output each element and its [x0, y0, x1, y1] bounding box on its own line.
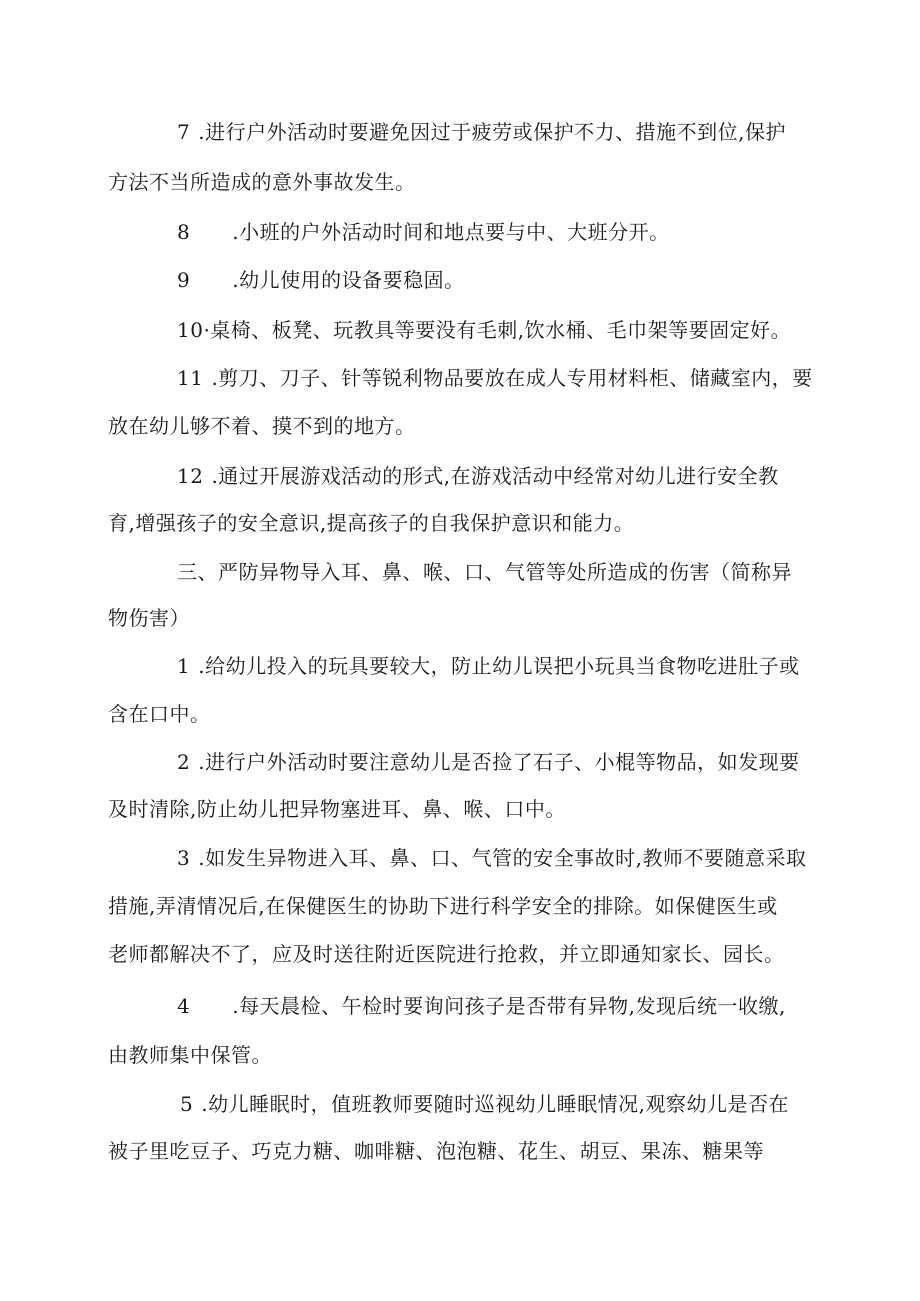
paragraph-line — [108, 942, 785, 966]
item-text: .幼儿睡眠时，值班教师要随时巡视幼儿睡眠情况,观察幼儿是否在 — [201, 1092, 789, 1116]
item-text: .进行户外活动时要避免因过于疲劳或保护不力、措施不到位,保护 — [198, 120, 786, 144]
item-text: 含在口中。 — [108, 702, 211, 726]
paragraph-line — [108, 170, 416, 194]
paragraph-line — [108, 1043, 272, 1067]
paragraph-line — [177, 120, 786, 144]
item-number: 1 — [177, 654, 191, 678]
item-number: 9 — [177, 268, 191, 292]
section-heading: 物伤害） — [108, 606, 190, 630]
item-text: .进行户外活动时要注意幼儿是否捡了石子、小棍等物品，如发现要 — [198, 750, 800, 774]
item-text: 育,增强孩子的安全意识,提高孩子的自我保护意识和能力。 — [108, 511, 635, 535]
item-text: .幼儿使用的设备要稳固。 — [232, 268, 465, 292]
paragraph-line — [108, 797, 566, 821]
item-number: 7 — [177, 120, 191, 144]
section-heading-line — [108, 606, 190, 630]
item-text: .给幼儿投入的玩具要较大，防止幼儿误把小玩具当食物吃进肚子或 — [198, 654, 800, 678]
section-heading: 三、严防异物导入耳、鼻、喉、口、气管等处所造成的伤害（简称异 — [177, 560, 792, 584]
section-heading-line — [177, 560, 792, 584]
item-text: .每天晨检、午检时要询问孩子是否带有异物,发现后统一收缴, — [232, 994, 786, 1018]
item-text: .小班的户外活动时间和地点要与中、大班分开。 — [232, 220, 670, 244]
item-text: 及时清除,防止幼儿把异物塞进耳、鼻、喉、口中。 — [108, 797, 566, 821]
item-text: 由教师集中保管。 — [108, 1043, 272, 1067]
item-text: 方法不当所造成的意外事故发生。 — [108, 170, 416, 194]
paragraph-line — [108, 702, 211, 726]
paragraph-line — [108, 1139, 764, 1163]
paragraph-line — [180, 1092, 789, 1116]
paragraph-line — [108, 894, 778, 918]
item-number: 11 — [177, 366, 204, 390]
item-number: 4 — [177, 994, 191, 1018]
item-text: 放在幼儿够不着、摸不到的地方。 — [108, 414, 416, 438]
item-number: 5 — [180, 1092, 194, 1116]
item-text: .通过开展游戏活动的形式,在游戏活动中经常对幼儿进行安全教 — [211, 464, 779, 488]
paragraph-line — [108, 511, 634, 535]
paragraph-line — [177, 318, 791, 342]
item-text: 10·桌椅、板凳、玩教具等要没有毛刺,饮水桶、毛巾架等要固定好。 — [177, 318, 792, 342]
paragraph-line — [177, 220, 670, 244]
item-text: 措施,弄清情况后,在保健医生的协助下进行科学安全的排除。如保健医生或 — [108, 894, 778, 918]
item-number: 8 — [177, 220, 191, 244]
paragraph-line — [177, 366, 813, 390]
item-text: 被子里吃豆子、巧克力糖、咖啡糖、泡泡糖、花生、胡豆、果冻、糖果等 — [108, 1139, 764, 1163]
item-number: 12 — [177, 464, 204, 488]
paragraph-line — [177, 464, 779, 488]
paragraph-line — [108, 414, 416, 438]
item-text: .剪刀、刀子、针等锐利物品要放在成人专用材料柜、储藏室内，要 — [211, 366, 813, 390]
paragraph-line — [177, 846, 806, 870]
paragraph-line — [177, 268, 465, 292]
paragraph-line — [177, 994, 786, 1018]
item-number: 3 — [177, 846, 191, 870]
paragraph-line — [177, 750, 800, 774]
item-number: 2 — [177, 750, 191, 774]
item-text: 老师都解决不了，应及时送往附近医院进行抢救，并立即通知家长、园长。 — [108, 942, 785, 966]
paragraph-line — [177, 654, 800, 678]
item-text: .如发生异物进入耳、鼻、口、气管的安全事故时,教师不要随意采取 — [198, 846, 807, 870]
